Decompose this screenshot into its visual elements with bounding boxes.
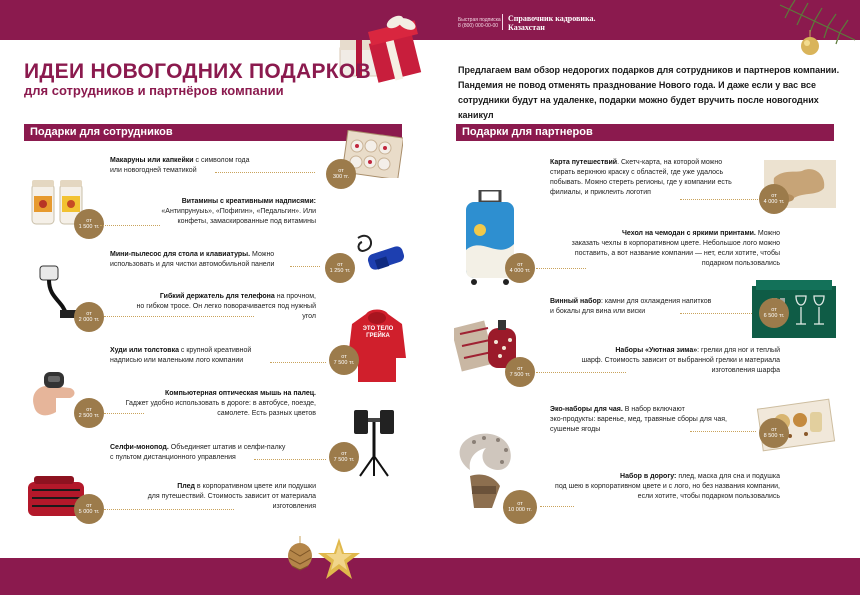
gift-text: с пультом дистанционного управления [110,454,236,461]
price-badge [759,418,789,448]
price-prefix: от [517,500,523,507]
employee-gift-finger-mouse [120,389,316,419]
partners-heading: Подарки для партнеров [456,124,834,141]
hoodie-print-text: ЭТО ТЕЛО ГРЕЙКА [362,326,394,339]
leader-dots [690,431,756,432]
brand-name [508,14,595,32]
price-prefix: от [338,167,344,174]
gift-text: заказать чехлы в корпоративном цвете. Небольшое лого можно поставить, а вот название компании — нет, если хотите, чтобы подарком пользовались [571,240,780,267]
price-badge [505,253,535,283]
employee-gift-phone-holder [130,292,316,322]
gift-title: Чехол на чемодан с яркими принтами. [622,230,756,237]
gift-text: для путешествий. Стоимость зависит от материала изготовления [147,493,316,510]
price-prefix: от [341,353,347,360]
price-value: 7 500 тг. [509,372,531,378]
price-value: 10 000 тг. [508,507,532,513]
leader-dots [254,459,326,460]
partner-gift-suitcase-cover [556,229,780,269]
price-value: 1 500 тг. [78,224,100,230]
price-badge [329,345,359,375]
price-prefix: от [86,217,92,224]
gift-title: Макаруны или капкейки [110,157,194,164]
price-badge [505,357,535,387]
price-prefix: от [86,406,92,413]
gift-text: Объединяет штатив и селфи-палку [168,444,286,451]
employee-gift-blanket [130,482,316,512]
leader-dots [270,362,326,363]
partner-gift-travel-set [552,472,780,502]
price-prefix: от [86,502,92,509]
gift-text: стирать верхнюю краску с областей, где уже удалось побывать. Можно стереть регионы, где у компании есть филиалы, и приклеить логотип [550,169,732,196]
price-prefix: от [517,365,523,372]
gift-text: и бокалы для вина или виски [550,308,646,315]
partner-gift-cozy-winter [556,346,780,376]
header-divider [502,14,503,30]
price-value: 4 000 тг. [509,268,531,274]
price-prefix: от [341,450,347,457]
gift-text: : камни для охлаждения напитков [601,298,712,305]
subscription-info [458,17,501,29]
page-subtitle: для сотрудников и партнёров компании [24,83,284,98]
price-prefix: от [517,261,523,268]
employee-gift-vitamins [130,197,316,227]
gift-title: Наборы «Уютная зима» [615,347,698,354]
partner-gift-wine-set [550,297,750,317]
gift-text: : грелки для ног и теплый [697,347,780,354]
gift-text: или новогодней тематикой [110,167,197,174]
gift-title: Селфи-монопод. [110,444,169,451]
employees-heading: Подарки для сотрудников [24,124,402,141]
gift-title: Мини-пылесос для стола и клавиатуры. [110,251,251,258]
gift-text: шарф. Стоимость зависит от выбранной грелки и материала изготовления шарфа [581,357,780,374]
gift-title: Витамины с креативными надписями: [181,198,316,205]
price-badge [74,209,104,239]
price-badge [759,298,789,328]
gift-text: надписью или маленьким лого компании [110,357,244,364]
pinecone-icon [280,536,320,572]
gift-text: в корпоративном цвете или подушки [194,483,316,490]
price-prefix: от [337,261,343,268]
price-value: 4 000 тг. [763,199,785,205]
mini-vacuum-image [352,228,412,278]
footer-band [0,558,860,595]
price-badge [74,398,104,428]
price-value: 5 000 тг. [78,509,100,515]
gift-title: Компьютерная оптическая мышь на палец. [164,390,316,397]
price-badge [329,442,359,472]
employee-gift-selfie-monopod [110,443,310,463]
partner-gift-travel-map [550,158,742,198]
gift-text: использовать и для чистки автомобильной панели [110,261,275,268]
price-prefix: от [771,192,777,199]
leader-dots [215,172,315,173]
gift-title: Гибкий держатель для телефона [159,293,275,300]
price-value: 2 500 тг. [78,413,100,419]
employee-gift-hoodie [110,346,290,366]
gift-text: на прочном, [274,293,316,300]
price-value: 7 500 тг. [333,457,355,463]
hoodie-image [346,308,408,384]
intro-paragraph: Предлагаем вам обзор недорогих подарков для сотрудников и партнеров компании. Пандемия не повод отменять празднование Нового года. И даже если у вас все сотрудники будут на удаленке, подарки можно будет вручить после новогодних каникул [458,65,840,120]
gift-text: эко-продукты: варенье, мед, травяные сборы для чая, сушеные ягоды [550,416,727,433]
brand-line-1: Справочник кадровика. [508,14,596,23]
subscription-label: Быстрая подписка [458,17,501,23]
gift-text: с символом года [193,157,250,164]
price-value: 8 500 тг. [763,433,785,439]
gift-title: Карта путешествий [550,159,618,166]
price-badge [74,494,104,524]
price-prefix: от [771,426,777,433]
price-badge [325,253,355,283]
employee-gift-macarons [110,156,290,176]
price-value: 7 500 тг. [333,360,355,366]
brand-line-2: Казахстан [508,23,545,32]
page-title: ИДЕИ НОВОГОДНИХ ПОДАРКОВ [24,60,372,83]
price-prefix: от [771,306,777,313]
subscription-phone: 8 (800) 000-00-00 [458,23,499,29]
leader-dots [290,266,320,267]
gift-title: Винный набор [550,298,602,305]
price-badge [503,490,537,524]
price-value: 1 250 тг. [329,268,351,274]
gift-text: Можно [755,230,780,237]
price-badge [74,302,104,332]
gift-text: Гаджет удобно использовать в дороге: в автобусе, поезде, самолете. Есть разных цветов [125,400,316,417]
star-icon [316,536,362,582]
leader-dots [680,313,758,314]
gift-title: Эко-наборы для чая. [550,406,623,413]
price-badge [326,159,356,189]
gift-text: Можно [250,251,275,258]
price-value: 6 500 тг. [763,313,785,319]
ornament-icon [798,34,822,58]
gift-text: В набор включают [622,406,685,413]
price-prefix: от [86,310,92,317]
employee-gift-mini-vacuum [110,250,310,270]
price-value: 2 000 тг. [78,317,100,323]
gift-text: под шею в корпоративном цвете и с лого, но без названия компании, если хотите, чтобы подарком пользовались [555,483,780,500]
gift-text: с крупной креативной [178,347,252,354]
price-value: 300 тг. [332,174,350,180]
gift-text: . Скетч-карта, на которой можно [617,159,723,166]
leader-dots [680,199,760,200]
price-badge [759,184,789,214]
gift-text: но гибком тросе. Он легко поворачивается под нужный угол [136,303,316,320]
leader-dots [540,506,574,507]
gift-title: Набор в дорогу: [620,473,677,480]
gift-text: «Антипрунуыь», «Пофигин», «Педальгин». Или конфеты, замаскированные под витамины [161,208,316,225]
gift-text: плед, маска для сна и подушка [676,473,780,480]
gift-title: Худи или толстовка [110,347,179,354]
gift-title: Плед [177,483,195,490]
